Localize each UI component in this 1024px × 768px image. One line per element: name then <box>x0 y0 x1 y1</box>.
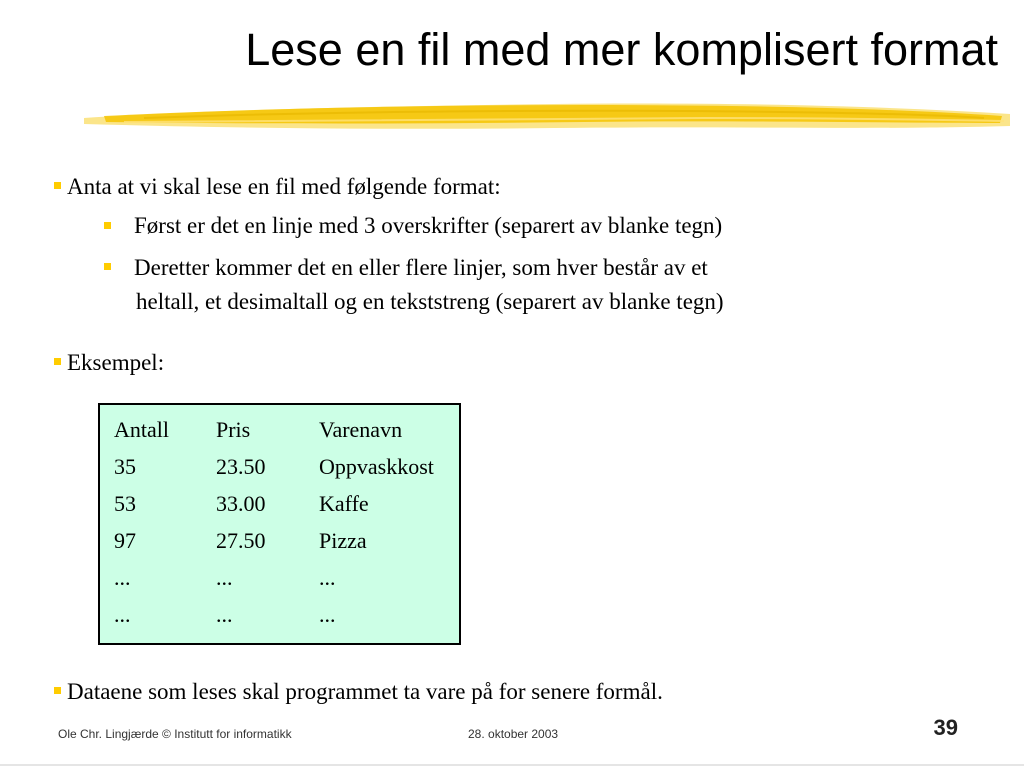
example-data-box <box>98 403 461 645</box>
highlighter-stroke-decoration <box>84 96 1010 136</box>
table-header-cell: Pris <box>216 417 251 442</box>
bullet-item-data-storage <box>54 677 663 707</box>
table-cell: ... <box>216 565 233 590</box>
table-cell: 27.50 <box>216 528 266 553</box>
table-cell: ... <box>319 602 336 627</box>
table-row <box>100 563 459 593</box>
footer-date: 28. oktober 2003 <box>468 727 559 741</box>
square-bullet-icon <box>104 263 111 270</box>
sub-bullet-headers: Først er det en linje med 3 overskrifter (separert av blanke tegn) <box>134 213 723 238</box>
table-cell: ... <box>319 565 336 590</box>
square-bullet-icon <box>104 222 111 229</box>
bullet-text: Eksempel: <box>67 350 165 375</box>
table-cell: ... <box>216 602 233 627</box>
table-cell: Kaffe <box>319 491 369 516</box>
square-bullet-icon <box>54 358 61 365</box>
table-cell: 53 <box>114 491 136 516</box>
square-bullet-icon <box>54 182 61 189</box>
footer-author: Ole Chr. Lingjærde © Institutt for informatikk <box>58 727 292 741</box>
table-header-cell: Varenavn <box>319 417 403 442</box>
table-header-cell: Antall <box>114 417 169 442</box>
table-cell: Pizza <box>319 528 367 553</box>
table-cell: 35 <box>114 454 136 479</box>
table-cell: ... <box>114 602 131 627</box>
table-cell: 23.50 <box>216 454 266 479</box>
sub-bullet-lines-line2: heltall, et desimaltall og en tekststreng (separert av blanke tegn) <box>136 289 724 314</box>
table-cell: 97 <box>114 528 136 553</box>
square-bullet-icon <box>54 687 61 694</box>
sub-bullet-lines-line1: Deretter kommer det en eller flere linjer, som hver består av et <box>134 255 708 280</box>
table-header-row <box>100 415 459 445</box>
slide-title: Lese en fil med mer komplisert format <box>245 24 998 75</box>
table-row <box>100 600 459 630</box>
bullet-text: Anta at vi skal lese en fil med følgende format: <box>67 174 501 199</box>
page-number: 39 <box>933 715 958 740</box>
table-row <box>100 452 459 482</box>
table-row <box>100 489 459 519</box>
bullet-item-format <box>54 172 501 202</box>
bottom-divider <box>0 764 1024 766</box>
table-cell: 33.00 <box>216 491 266 516</box>
bullet-text: Dataene som leses skal programmet ta vare på for senere formål. <box>67 679 663 704</box>
table-row <box>100 526 459 556</box>
table-cell: Oppvaskkost <box>319 454 434 479</box>
bullet-item-example <box>54 348 164 378</box>
table-cell: ... <box>114 565 131 590</box>
